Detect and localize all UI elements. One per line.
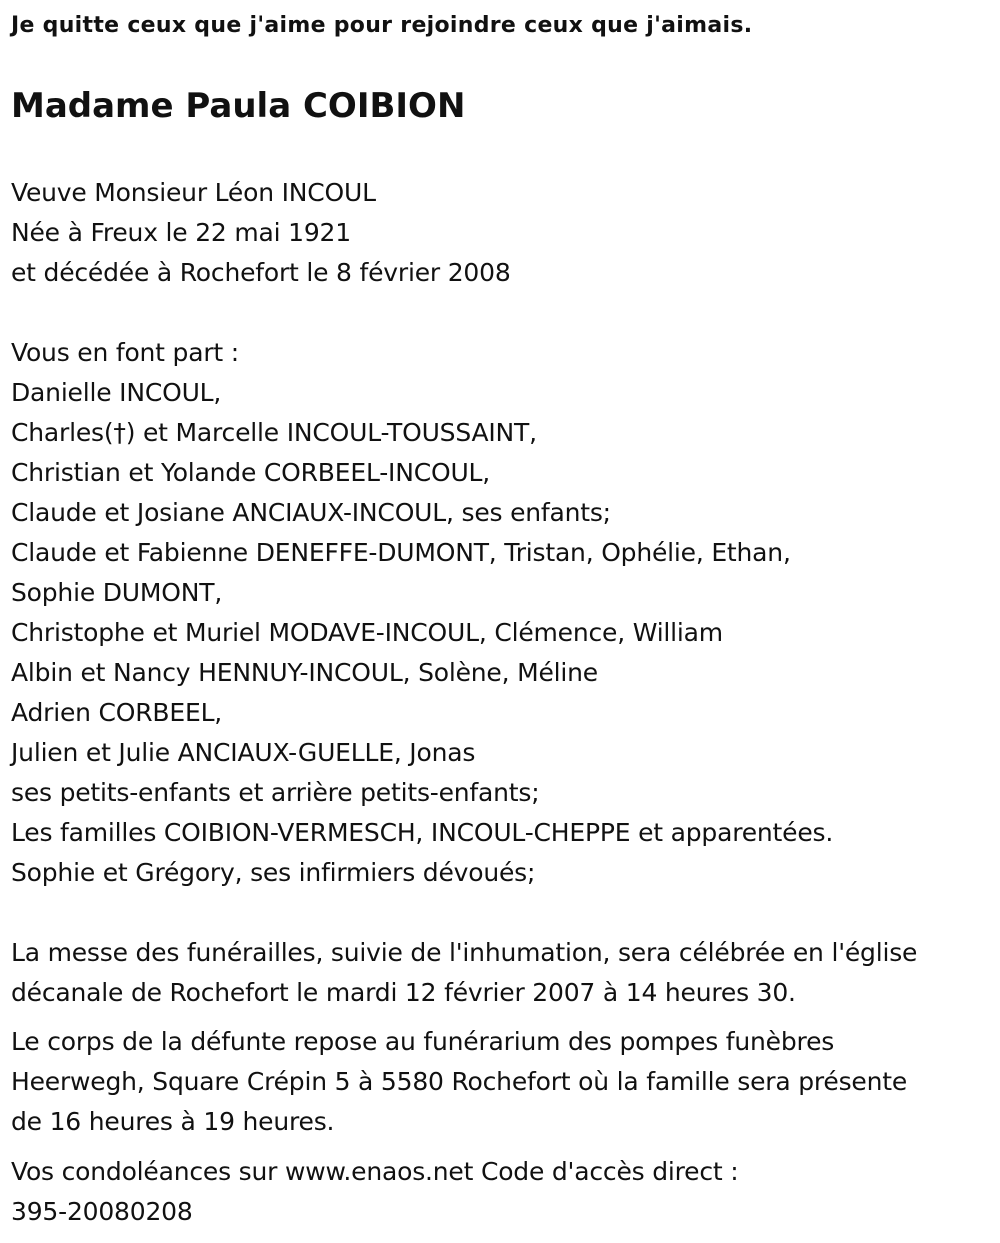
- family-line: Julien et Julie ANCIAUX-GUELLE, Jonas: [11, 738, 476, 767]
- funeral-home-line: de 16 heures à 19 heures.: [11, 1107, 335, 1136]
- civil-line-death: et décédée à Rochefort le 8 février 2008: [11, 258, 511, 287]
- deceased-name: Madame Paula COIBION: [11, 86, 466, 126]
- family-line: Charles(†) et Marcelle INCOUL-TOUSSAINT,: [11, 418, 537, 447]
- funeral-mass-info: [11, 933, 991, 1013]
- civil-line-widow: Veuve Monsieur Léon INCOUL: [11, 178, 376, 207]
- access-code: 395-20080208: [11, 1197, 193, 1226]
- condolences-info: [11, 1152, 991, 1232]
- epitaph-quote: Je quitte ceux que j'aime pour rejoindre ceux que j'aimais.: [11, 13, 753, 38]
- family-line: Adrien CORBEEL,: [11, 698, 223, 727]
- family-line: Christian et Yolande CORBEEL-INCOUL,: [11, 458, 491, 487]
- family-line: Claude et Fabienne DENEFFE-DUMONT, Tristan, Ophélie, Ethan,: [11, 538, 791, 567]
- family-line: Albin et Nancy HENNUY-INCOUL, Solène, Méline: [11, 658, 598, 687]
- mass-line: décanale de Rochefort le mardi 12 février 2007 à 14 heures 30.: [11, 978, 796, 1007]
- mass-line: La messe des funérailles, suivie de l'inhumation, sera célébrée en l'église: [11, 938, 918, 967]
- funeral-home-line: Heerwegh, Square Crépin 5 à 5580 Rochefort où la famille sera présente: [11, 1067, 908, 1096]
- family-line: Les familles COIBION-VERMESCH, INCOUL-CHEPPE et apparentées.: [11, 818, 834, 847]
- funeral-home-line: Le corps de la défunte repose au funérarium des pompes funèbres: [11, 1027, 835, 1056]
- family-line: Claude et Josiane ANCIAUX-INCOUL, ses enfants;: [11, 498, 611, 527]
- family-line: Danielle INCOUL,: [11, 378, 222, 407]
- family-announcement: [11, 333, 833, 893]
- civil-status: [11, 173, 511, 293]
- condolences-line: Vos condoléances sur www.enaos.net Code d'accès direct :: [11, 1157, 739, 1186]
- family-line: Christophe et Muriel MODAVE-INCOUL, Clémence, William: [11, 618, 723, 647]
- civil-line-birth: Née à Freux le 22 mai 1921: [11, 218, 351, 247]
- family-line: Sophie et Grégory, ses infirmiers dévoués;: [11, 858, 536, 887]
- family-line: Sophie DUMONT,: [11, 578, 223, 607]
- family-line: ses petits-enfants et arrière petits-enfants;: [11, 778, 540, 807]
- funeral-home-info: [11, 1022, 991, 1142]
- announcement-intro: Vous en font part :: [11, 338, 239, 367]
